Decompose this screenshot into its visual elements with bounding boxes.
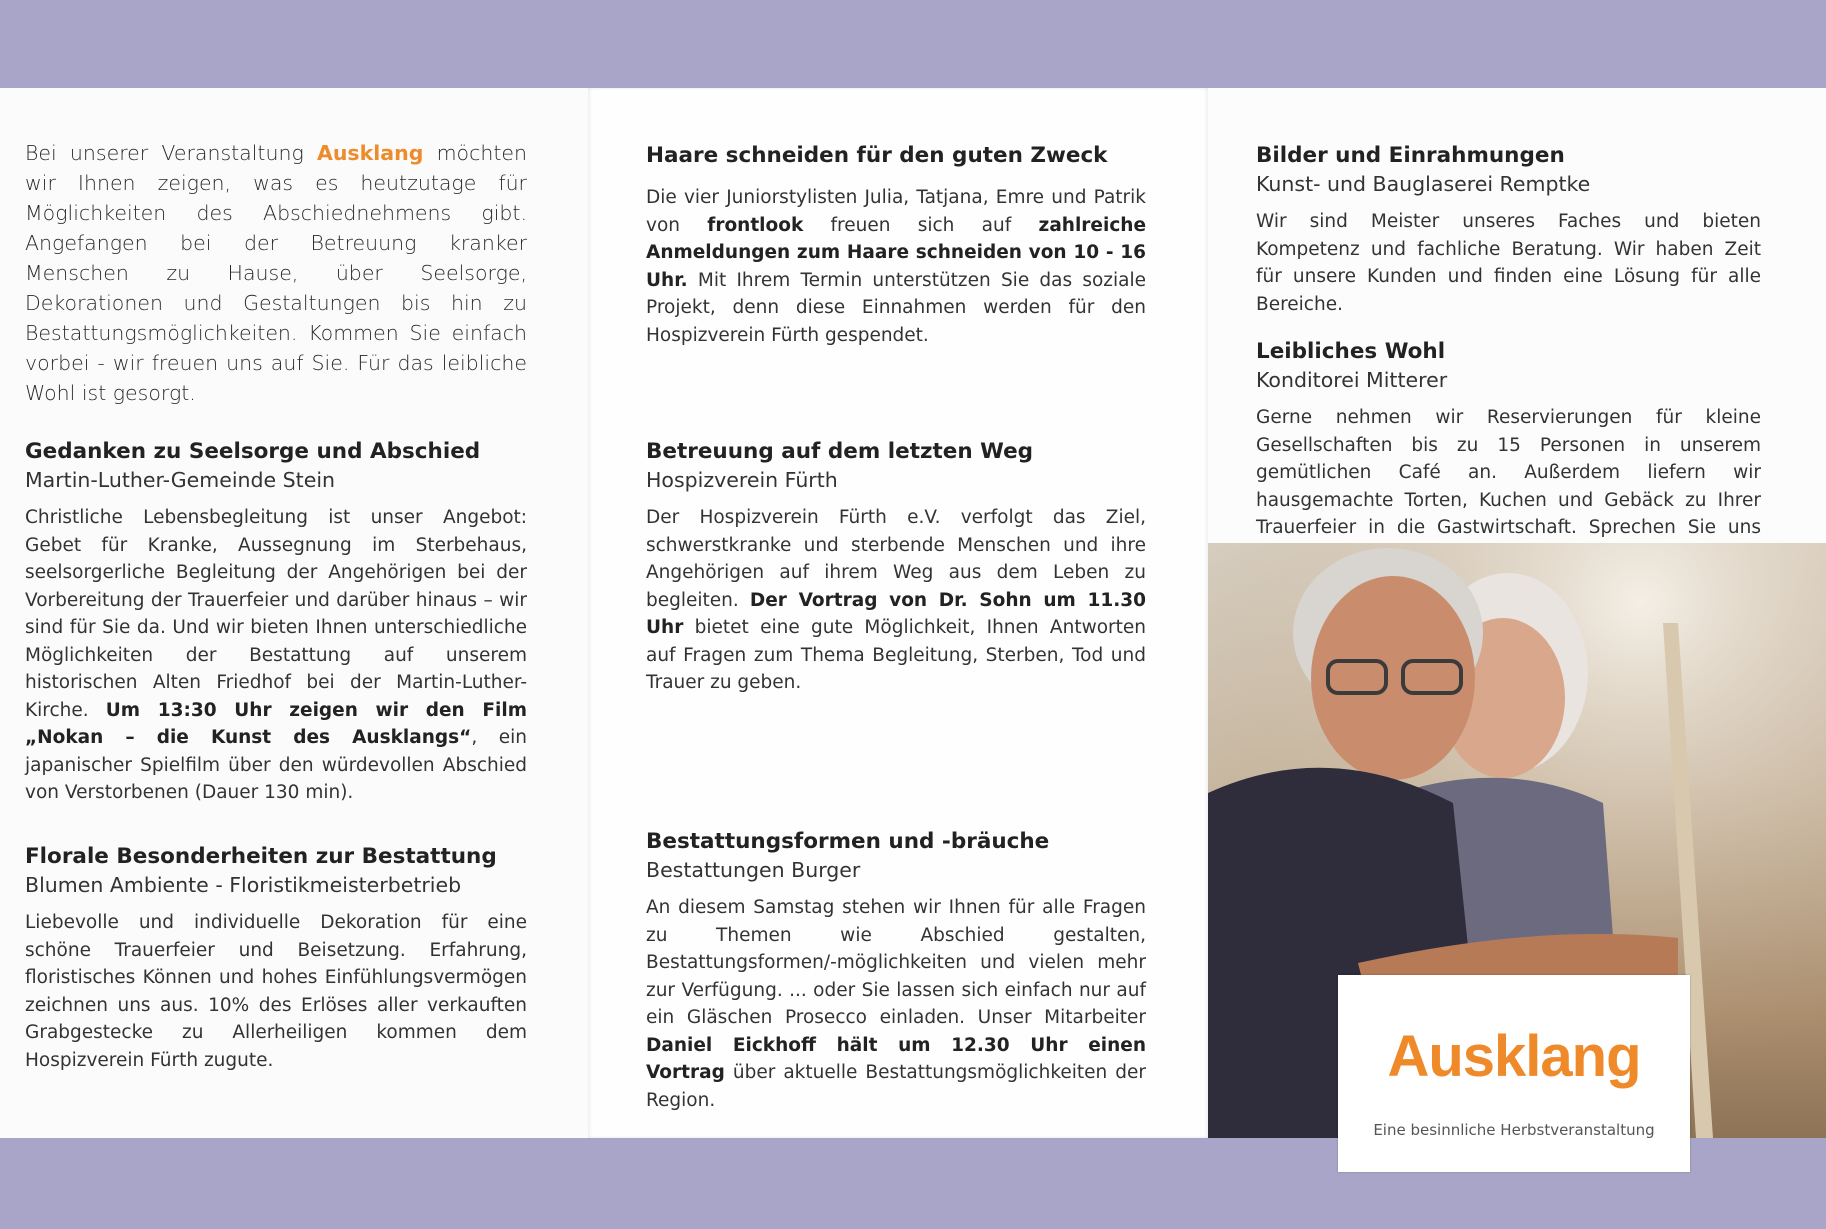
wohl-text: Gerne nehmen wir Reservierungen für kleine Gesellschaften bis zu 15 Personen in unserem gemütlichen Café an. Außerdem liefern wir hausgemachte Torten, Kuchen und Gebäck zu Ihrer Trauerfeier in die Gastwirtschaft. Sprechen Sie uns (1256, 407, 1761, 538)
section-seelsorge (25, 438, 527, 807)
ausklang-logo-box (1338, 975, 1690, 1172)
seelsorge-text-2: , ein japanischer Spielfilm über den würdevollen Abschied von Verstorbenen (Dauer 130 min). (25, 727, 527, 803)
intro-brand: Ausklang (316, 141, 424, 165)
floral-text: Liebevolle und individuelle Dekoration für eine schöne Trauerfeier und Beisetzung. Erfahrung, floristisches Können und hohes Einfühlungsvermögen zeichnen uns aus. 10% des Erlöses aller verkauften Grabgestecke zu Allerheiligen kommen dem Hospizverein Fürth zugute. (25, 912, 527, 1071)
logo-subtitle: Eine besinnliche Herbstveranstaltung (1373, 1121, 1655, 1139)
section-bilder (1256, 142, 1761, 318)
betreuung-bold: Der Vortrag von Dr. Sohn um 11.30 Uhr (646, 589, 1147, 638)
bestattung-text (646, 894, 1146, 1114)
bilder-text: Wir sind Meister unseres Faches und bieten Kompetenz und fachliche Beratung. Wir haben Zeit für unsere Kunden und finden eine Lösung für alle Bereiche. (1256, 211, 1761, 315)
haare-bold-1: frontlook (707, 214, 804, 236)
man-face (1311, 576, 1475, 780)
section-floral (25, 843, 527, 1074)
bestattung-bold: Daniel Eickhoff hält um 12.30 Uhr einen Vortrag (646, 1034, 1146, 1083)
bilder-subtitle: Kunst- und Bauglaserei Remptke (1256, 172, 1591, 196)
betreuung-title: Betreuung auf dem letzten Weg (646, 439, 1034, 464)
bestattung-title: Bestattungsformen und -bräuche (646, 829, 1050, 854)
section-betreuung (646, 438, 1146, 697)
seelsorge-text-1: Christliche Lebensbegleitung ist unser Angebot: Gebet für Kranke, Aussegnung im Sterbehaus, seelsorgerliche Begleitung der Angehörigen bei der Vorbereitung der Trauerfeier und darüber hinaus – wir sind für Sie da. Und wir bieten Ihnen unterschiedliche Möglichkeiten der Bestattung auf unserem historischen Alten Friedhof bei der Martin-Luther-Kirche. (25, 507, 527, 721)
wohl-subtitle: Konditorei Mitterer (1256, 368, 1448, 392)
seelsorge-text (25, 504, 527, 807)
betreuung-subtitle: Hospizverein Fürth (646, 468, 838, 492)
section-haare (646, 142, 1146, 349)
middle-panel (588, 88, 1208, 1138)
haare-text (646, 184, 1146, 349)
haare-text-2: freuen sich auf (803, 214, 1039, 236)
top-band (0, 0, 1826, 88)
floral-title: Florale Besonderheiten zur Bestattung (25, 844, 497, 869)
betreuung-text-1: Der Hospizverein Fürth e.V. verfolgt das Ziel, schwerstkranke und sterbende Menschen und ihre Angehörigen auf ihrem Weg aus dem Leben zu begleiten. (646, 507, 1146, 611)
left-column (25, 138, 528, 1071)
bilder-title: Bilder und Einrahmungen (1256, 143, 1565, 168)
betreuung-text (646, 504, 1146, 697)
logo-title: Ausklang (1387, 1024, 1641, 1089)
left-panel (0, 88, 588, 1138)
haare-title: Haare schneiden für den guten Zweck (646, 143, 1108, 168)
bestattung-text-1: An diesem Samstag stehen wir Ihnen für alle Fragen zu Themen wie Abschied gestalten, Bestattungsformen/-möglichkeiten und vielen mehr zur Verfügung. ... oder Sie lassen sich einfach nur auf ein Gläschen Prosecco einladen. Unser Mitarbeiter (646, 897, 1146, 1028)
intro-before: Bei unserer Veranstaltung (25, 141, 317, 165)
haare-text-1: Die vier Juniorstylisten Julia, Tatjana, Emre und Patrik von (646, 187, 1146, 236)
intro-after: möchten wir Ihnen zeigen, was es heutzutage für Möglichkeiten des Abschiednehmens gibt. Angefangen bei der Betreuung kranker Menschen zu Hause, über Seelsorge, Dekorationen und Gestaltungen bis hin zu Bestattungsmöglichkeiten. Kommen Sie einfach vorbei - wir freuen uns auf Sie. Für das leibliche Wohl ist gesorgt. (25, 141, 528, 405)
haare-text-3: Mit Ihrem Termin unterstützen Sie das soziale Projekt, denn diese Einnahmen werden für den Hospizverein Fürth gespendet. (646, 269, 1146, 346)
seelsorge-title: Gedanken zu Seelsorge und Abschied (25, 439, 481, 464)
seelsorge-bold: Um 13:30 Uhr zeigen wir den Film „Nokan – die Kunst des Ausklangs“ (25, 699, 527, 748)
haare-bold-2: zahlreiche Anmeldungen zum Haare schneiden von 10 - 16 Uhr. (646, 214, 1147, 291)
betreuung-text-2: bietet eine gute Möglichkeit, Ihnen Antworten auf Fragen zum Thema Begleitung, Sterben, Tod und Trauer zu geben. (646, 617, 1146, 693)
bestattung-subtitle: Bestattungen Burger (646, 858, 861, 882)
section-bestattung (646, 828, 1146, 1114)
bestattung-text-2: über aktuelle Bestattungsmöglichkeiten der Region. (646, 1062, 1146, 1111)
seelsorge-subtitle: Martin-Luther-Gemeinde Stein (25, 468, 336, 492)
intro-text (25, 138, 527, 408)
floral-subtitle: Blumen Ambiente - Floristikmeisterbetrieb (25, 873, 462, 897)
section-wohl (1256, 338, 1761, 569)
wohl-title: Leibliches Wohl (1256, 339, 1446, 364)
